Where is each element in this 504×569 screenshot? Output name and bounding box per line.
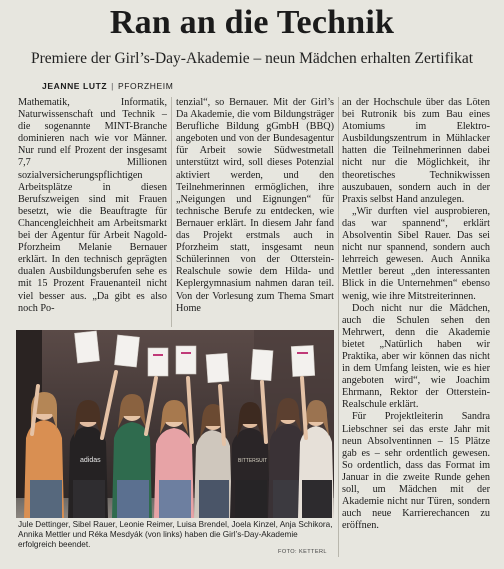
column3-paragraph: Doch nicht nur die Mädchen, auch die Schulen sehen den Mehrwert, denn die Akademie bietet „Natürlich haben wir Praktika, aber wir können das nicht in dem Umfang leisten, wie es hier angeboten wird“, wie Joachim Ehrmann, Rektor der Otterstein-Realschule erklärt. — [342, 302, 490, 411]
column3-paragraph: an der Hochschule über das Löten bei Rutronik bis zum Bau eines Atomiums im Elektro-Ausbildungszentrum in Mühlacker hatten die Teilnehmerinnen dabei nicht nur die Möglichkeit, ihr theoretisches Technikwissen auszubauen, sondern auch in der Praxis selbst Hand anzulegen. — [342, 97, 490, 205]
article-column-2 — [176, 97, 334, 337]
shirt-print-2: BITTERSUIT — [238, 458, 268, 464]
photo-credit: FOTO: KETTERL — [278, 549, 327, 555]
group-photo — [16, 330, 334, 518]
column1-paragraph: Mathematik, Informatik, Naturwissenschaft und Technik – die sogenannte MINT-Branche dominieren nach wie vor Männer. Nur rund elf Prozent der insgesamt 7,7 Millionen sozialversicherungspflichtigen Arbeitsplätze in diesen Berufszweigen sind mit Frauen besetzt, wie die Beauftragte für Chancengleichheit am Arbeitsmarkt bei der Agentur für Arbeit Nagold-Pforzheim Melanie Bernauer erklärt. In den technisch geprägten dualen Ausbildungsberufen sehe es mit 15 Prozent Frauenanteil nicht viel besser aus. „Da gibt es also noch Po- — [18, 97, 167, 314]
column-rule-1 — [171, 97, 172, 327]
column3-paragraph: Für Projektleiterin Sandra Liebschner sei das erste Jahr mit neun Absolventinnen – 15 Plätze gab es – sehr ordentlich gewesen. So ordentlich, dass das Format im Januar in die zweite Runde gehen soll, um Mädchen mit der Akademie nicht nur Türen, sondern auch neue Karrierechancen zu eröffnen. — [342, 411, 490, 532]
column2-paragraph: tenzial“, so Bernauer. Mit der Girl’s Da Akademie, die vom Bildungsträger Berufliche Bildung gGmbH (BBQ) angeboten und von der Bundesagentur für Arbeit sowie Südwestmetall unterstützt wird, soll dieses Potenzial aktiviert werden, und den Teilnehmerinnen ermöglichen, ihre „Neigungen und Eignungen“ für technische Berufe zu entdecken, wie Bernauer erklärt. In diesem Jahr fand das Projekt erstmals auch in Pforzheim statt, insgesamt neun Schülerinnen von der Otterstein-Realschule sowie dem Hilda- und Keplergymnasium nahmen daran teil. Von der Vorlesung zum Thema Smart Home — [176, 97, 334, 314]
subheadline: Premiere der Girl’s-Day-Akademie – neun Mädchen erhalten Zertifikat — [31, 50, 473, 67]
headline: Ran an die Technik — [109, 4, 395, 41]
photo-caption: Jule Dettinger, Sibel Rauer, Leonie Reimer, Luisa Brendel, Joela Kinzel, Anja Schikora, Annika Mettler und Réka Mesdyák (von links) haben die Girl’s-Day-Akademie erfolgreich beendet. — [18, 520, 333, 549]
byline — [42, 81, 173, 91]
column3-paragraph: „Wir durften viel ausprobieren, das war spannend“, erklärt Absolventin Sibel Rauer. Das sei nicht nur spannend, sondern auch lehrreich gewesen. Auch Annika Mettler bereut „den interessanten Blick in die Unternehmen“ ebenso wenig, wie ihre Mitstreiterinnen. — [342, 205, 490, 302]
group-photo-illustration — [16, 330, 334, 518]
byline-location: PFORZHEIM — [117, 81, 174, 91]
byline-author: JEANNE LUTZ — [42, 81, 108, 91]
byline-separator: | — [111, 81, 114, 91]
shirt-print-1: adidas — [80, 457, 101, 464]
article-column-3 — [342, 97, 490, 557]
article-column-1 — [18, 97, 167, 337]
column-rule-2 — [338, 97, 339, 557]
